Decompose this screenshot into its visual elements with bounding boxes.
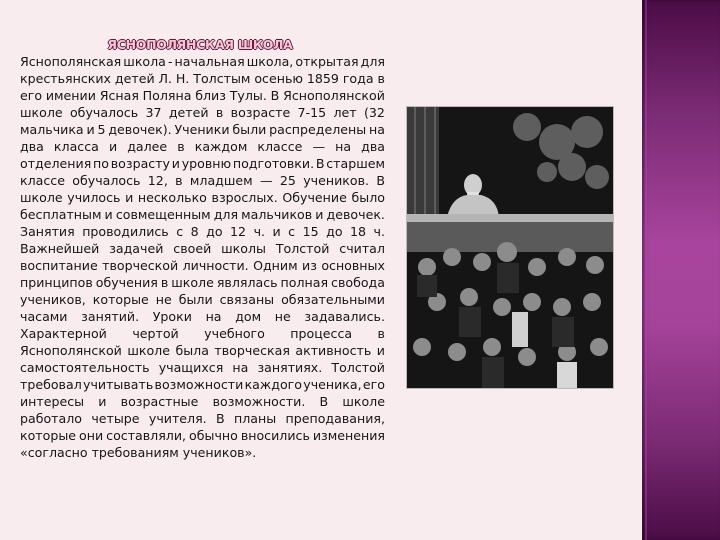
- decorative-sidebar: [642, 0, 720, 540]
- text-line: интересы и возрастные возможности. В школе: [20, 394, 385, 409]
- historical-photo: [407, 107, 613, 388]
- text-line: отделения по возрасту и уровню подготовки. В старшем: [20, 156, 385, 171]
- slide-title: ЯСНОПОЛЯНСКАЯ ШКОЛА: [107, 37, 293, 52]
- text-line: Яснополянской школе была творческая активность и: [20, 343, 385, 358]
- text-line: воспитание творческой личности. Одним из основных: [20, 258, 385, 273]
- text-line: принципов обучения в школе являлась полная свобода: [20, 275, 385, 290]
- text-line: Занятия проводились с 8 до 12 ч. и с 15 до 18 ч.: [20, 224, 385, 239]
- body-text: [20, 53, 385, 461]
- text-line: самостоятельность учащихся на занятиях. Толстой: [20, 360, 385, 375]
- text-line: работало четыре учителя. В планы преподавания,: [20, 411, 385, 426]
- text-line: «согласно требованиям учеников».: [20, 445, 257, 460]
- photo-tolstoy-with-pupils: [407, 107, 613, 388]
- text-line: Яснополянская школа - начальная школа, открытая для: [20, 54, 385, 69]
- text-line: классе обучалось 12, в младшем — 25 учеников. В: [20, 173, 385, 188]
- text-line: школе обучалось 37 детей в возрасте 7-15 лет (32: [20, 105, 385, 120]
- text-line: учеников, которые не были связаны обязательными: [20, 292, 385, 307]
- text-line: которые они составляли, обычно вносились изменения: [20, 428, 385, 443]
- text-line: часами занятий. Уроки на дом не задавались.: [20, 309, 385, 324]
- text-line: мальчика и 5 девочек). Ученики были распределены на: [20, 122, 385, 137]
- text-line: Важнейшей задачей своей школы Толстой считал: [20, 241, 385, 256]
- text-line: крестьянских детей Л. Н. Толстым осенью 1859 года в: [20, 71, 385, 86]
- text-line: требовал учитывать возможности каждого ученика, его: [20, 377, 385, 392]
- text-line: его имении Ясная Поляна близ Тулы. В Яснополянской: [20, 88, 385, 103]
- text-line: Характерной чертой учебного процесса в: [20, 326, 385, 341]
- text-line: школе училось и несколько взрослых. Обучение было: [20, 190, 385, 205]
- text-line: бесплатным и совмещенным для мальчиков и девочек.: [20, 207, 385, 222]
- text-line: два класса и далее в каждом классе — на два: [20, 139, 385, 154]
